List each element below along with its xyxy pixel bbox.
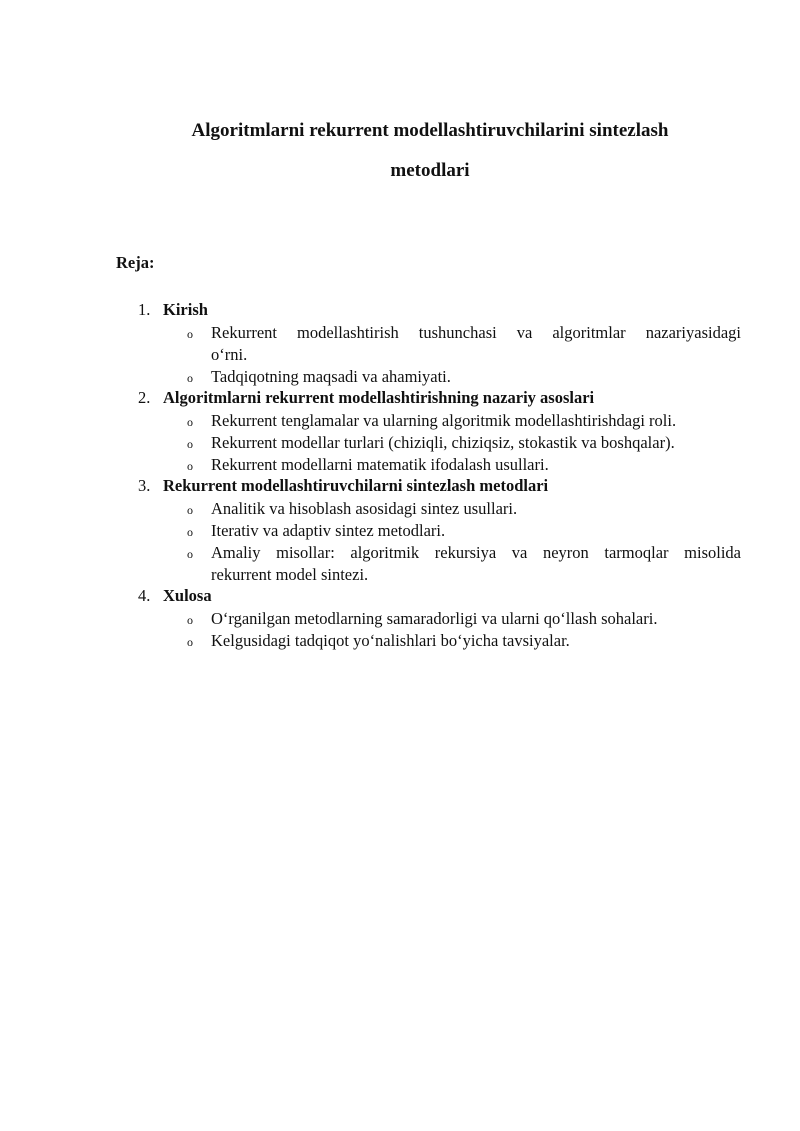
circle-bullet-icon: o: [187, 547, 193, 561]
list-item: [0, 630, 800, 652]
section-heading: Kirish: [163, 300, 208, 319]
list-item-text: O‘rganilgan metodlarning samaradorligi va ularni qo‘llash sohalari.: [211, 609, 658, 628]
list-item: [0, 410, 800, 432]
circle-bullet-icon: o: [187, 525, 193, 539]
list-item-text: Tadqiqotning maqsadi va ahamiyati.: [211, 367, 451, 386]
list-item: [0, 520, 800, 542]
section-2: [0, 388, 800, 410]
section-number: 4.: [138, 586, 151, 605]
plan-heading: Reja:: [116, 253, 155, 272]
circle-bullet-icon: o: [187, 635, 193, 649]
section-1: [0, 300, 800, 322]
circle-bullet-icon: o: [187, 503, 193, 517]
section-4: [0, 586, 800, 608]
circle-bullet-icon: o: [187, 371, 193, 385]
circle-bullet-icon: o: [187, 327, 193, 341]
circle-bullet-icon: o: [187, 415, 193, 429]
list-item: [0, 366, 800, 388]
section-number: 1.: [138, 300, 151, 319]
section-number: 3.: [138, 476, 151, 495]
list-item: [0, 454, 800, 476]
section-heading: Algoritmlarni rekurrent modellashtirishning nazariy asoslari: [163, 388, 595, 407]
list-item-text: Iterativ va adaptiv sintez metodlari.: [211, 521, 446, 540]
list-item-text: Rekurrent tenglamalar va ularning algoritmik modellashtirishdagi roli.: [211, 411, 677, 430]
list-item-text: Amaliy misollar: algoritmik rekursiya va neyron tarmoqlar misolida: [211, 543, 741, 562]
list-item-text-cont: o‘rni.: [211, 345, 248, 364]
list-item-text-cont: rekurrent model sintezi.: [211, 565, 369, 584]
document-title-line-2: metodlari: [390, 160, 470, 181]
list-item: [0, 322, 800, 366]
plan-outline: [0, 300, 800, 652]
section-3: [0, 476, 800, 498]
section-heading: Xulosa: [163, 586, 212, 605]
list-item-text: Rekurrent modellashtirish tushunchasi va algoritmlar nazariyasidagi: [211, 323, 741, 342]
list-item: [0, 432, 800, 454]
list-item-text: Rekurrent modellarni matematik ifodalash usullari.: [211, 455, 549, 474]
circle-bullet-icon: o: [187, 437, 193, 451]
circle-bullet-icon: o: [187, 459, 193, 473]
section-number: 2.: [138, 388, 151, 407]
list-item: [0, 608, 800, 630]
circle-bullet-icon: o: [187, 613, 193, 627]
section-heading: Rekurrent modellashtiruvchilarni sintezlash metodlari: [163, 476, 549, 495]
list-item: [0, 542, 800, 586]
list-item-text: Rekurrent modellar turlari (chiziqli, chiziqsiz, stokastik va boshqalar).: [211, 433, 675, 452]
document-title-line-1: Algoritmlarni rekurrent modellashtiruvchilarini sintezlash: [191, 120, 669, 141]
list-item: [0, 498, 800, 520]
list-item-text: Analitik va hisoblash asosidagi sintez usullari.: [211, 499, 518, 518]
list-item-text: Kelgusidagi tadqiqot yo‘nalishlari bo‘yicha tavsiyalar.: [211, 631, 570, 650]
